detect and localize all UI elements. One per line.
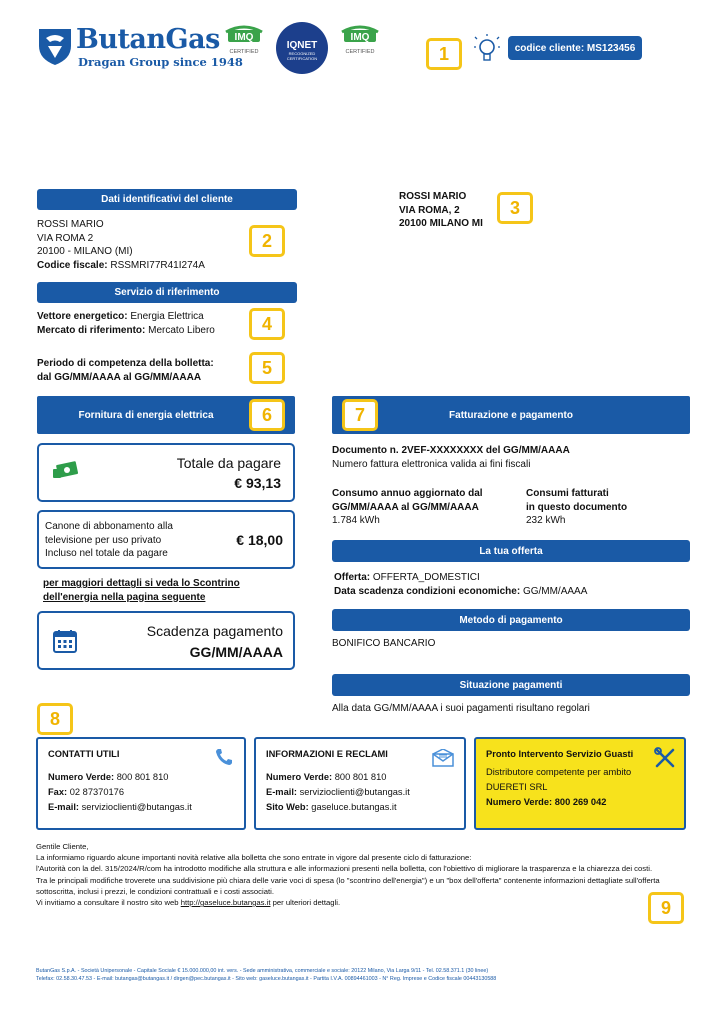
due-label: Scadenza pagamento: [146, 623, 283, 639]
email-label: E-mail:: [266, 787, 297, 797]
recipient-street: VIA ROMA, 2: [399, 204, 460, 216]
marker-3: 3: [497, 192, 533, 224]
info-complaints-card: [254, 737, 466, 830]
website-link[interactable]: http://gaseluce.butangas.it: [180, 898, 271, 908]
green-value: 800 801 810: [334, 772, 387, 782]
green-label: Numero Verde:: [48, 772, 115, 782]
annual-line-1: Consumo annuo aggiornato dal: [332, 488, 483, 499]
due-date-panel: [37, 611, 295, 670]
notice-line-3: l'Autorità con la del. 315/2024/R/com ha introdotto modifiche alla struttura e alle informazioni presenti nella bolletta, con l'obiettivo di migliorare la trasparenza e la chiarezza dei costi.: [36, 864, 653, 874]
tv-fee-line-1: Canone di abbonamento alla: [45, 521, 173, 532]
client-id-block: [37, 218, 267, 272]
period-line-1: Periodo di competenza della bolletta:: [37, 358, 214, 369]
fax-value: 02 87370176: [69, 787, 125, 797]
info-green-number: [266, 770, 454, 785]
distributor-label: Distributore competente per ambito: [486, 767, 632, 777]
emergency-service-card: [474, 737, 686, 830]
useful-fax: [48, 785, 234, 800]
calendar-icon: [53, 629, 77, 653]
details-line-1: per maggiori dettagli si veda lo Scontrino: [43, 578, 240, 589]
svg-text:IMQ: IMQ: [350, 32, 370, 43]
document-info: [332, 444, 570, 471]
payment-status-value: Alla data GG/MM/AAAA i suoi pagamenti risultano regolari: [332, 703, 590, 714]
vector-label: Vettore energetico:: [37, 311, 128, 322]
emergency-green-number: [486, 795, 674, 810]
market-value: Mercato Libero: [148, 324, 215, 336]
tv-fee-line-2: televisione per uso privato: [45, 534, 162, 546]
cert-label: CERTIFIED: [229, 49, 259, 55]
email-value: servizioclienti@butangas.it: [299, 787, 410, 797]
reference-market: [37, 324, 215, 338]
emergency-title: Pronto Intervento Servizio Guasti: [486, 749, 634, 759]
energy-vector: [37, 310, 215, 324]
total-panel: [37, 443, 295, 502]
notice-line-5: sottoscritta, inclusi i prezzi, le condizioni contrattuali e i costi associati.: [36, 886, 274, 896]
customer-notice: [36, 841, 696, 908]
tv-fee-text: [45, 520, 173, 561]
green-label: Numero Verde:: [486, 797, 553, 807]
payment-method-header: [332, 609, 690, 631]
marker-5: 5: [249, 352, 285, 384]
billing-period: [37, 357, 214, 384]
fiscal-value: RSSMRI77R41I274A: [110, 259, 205, 271]
client-fiscal-code: [37, 259, 267, 273]
cert-label: CERTIFIED: [345, 49, 375, 55]
marker-6: 6: [249, 399, 285, 431]
cert-logo-imq-2: [338, 22, 382, 74]
notice-line-2: La informiamo riguardo alcune importanti novità relative alla bolletta che sono entrate in vigore dal presente ciclo di fatturazione:: [36, 853, 472, 863]
notice-line-4: Tra le principali modifiche troverete una suddivisione più chiara delle varie voci di spesa (lo "scontrino dell'energia") e un "box dell'offerta" contenente informazioni dettagliate sull'offerta: [36, 875, 660, 885]
brand-logo: [36, 24, 243, 72]
service-block: [37, 310, 215, 337]
service-title: Servizio di riferimento: [114, 287, 220, 298]
green-value: 800 269 042: [554, 797, 607, 807]
client-street: VIA ROMA 2: [37, 232, 94, 244]
tools-icon: [654, 747, 676, 769]
expiry-label: Data scadenza condizioni economiche:: [334, 585, 521, 597]
cert-logo-imq-1: [222, 22, 266, 74]
email-value: servizioclienti@butangas.it: [81, 802, 192, 812]
brand-name: ButanGas: [76, 24, 220, 55]
email-label: E-mail:: [48, 802, 79, 812]
useful-contacts-title: CONTATTI UTILI: [48, 749, 120, 759]
recipient-city: 20100 MILANO MI: [399, 218, 483, 229]
expiry-value: GG/MM/AAAA: [522, 585, 588, 597]
service-header: [37, 282, 297, 303]
marker-9: 9: [648, 892, 684, 924]
notice-line-6: [36, 897, 696, 908]
client-id-title: Dati identificativi del cliente: [101, 194, 233, 205]
distributor-value: DUERETI SRL: [486, 782, 548, 792]
supply-title: Fornitura di energia elettrica: [78, 409, 214, 421]
offer-label: Offerta:: [334, 572, 371, 583]
lightbulb-icon: [474, 34, 500, 68]
offer-block: [334, 571, 587, 598]
offer-value: OFFERTA_DOMESTICI: [372, 572, 480, 583]
billing-title: Fatturazione e pagamento: [449, 409, 573, 421]
info-complaints-title: INFORMAZIONI E RECLAMI: [266, 749, 388, 759]
legal-footer: [36, 967, 696, 984]
marker-1: 1: [426, 38, 462, 70]
recipient-address: [399, 190, 483, 231]
client-code-badge: [508, 36, 642, 60]
document-note: Numero fattura elettronica valida ai fini fiscali: [332, 458, 531, 470]
green-value: 800 801 810: [116, 772, 169, 782]
info-email: [266, 785, 454, 800]
marker-7: 7: [342, 399, 378, 431]
marker-8: 8: [37, 703, 73, 735]
client-city: 20100 - MILANO (MI): [37, 246, 133, 257]
marker-4: 4: [249, 308, 285, 340]
total-value: € 93,13: [234, 475, 281, 491]
due-value: GG/MM/AAAA: [189, 644, 283, 660]
document-number: Documento n. 2VEF-XXXXXXXX del GG/MM/AAAA: [332, 445, 570, 456]
iqnet-sub: RECOGNIZED CERTIFICATION: [286, 51, 318, 61]
billing-header: [332, 396, 690, 434]
annual-consumption: [332, 487, 508, 528]
total-label: Totale da pagare: [176, 455, 281, 471]
fiscal-label: Codice fiscale:: [37, 259, 108, 271]
billed-line-2: in questo documento: [526, 501, 628, 513]
fax-label: Fax:: [48, 787, 68, 797]
notice-pre: Vi invitiamo a consultare il nostro sito web: [36, 898, 181, 908]
client-id-header: [37, 189, 297, 210]
money-icon: [53, 461, 79, 481]
recipient-name: ROSSI MARIO: [399, 191, 467, 202]
tv-fee-panel: [37, 510, 295, 569]
useful-contacts-card: [36, 737, 246, 830]
details-line-2: dell'energia nella pagina seguente: [43, 591, 206, 603]
payment-status-title: Situazione pagamenti: [459, 679, 563, 691]
payment-method-title: Metodo di pagamento: [459, 614, 563, 626]
mail-icon: [432, 749, 454, 767]
payment-method-value: BONIFICO BANCARIO: [332, 638, 436, 649]
market-label: Mercato di riferimento:: [37, 324, 146, 336]
info-website: [266, 800, 454, 815]
billed-value: 232 kWh: [526, 515, 566, 526]
client-name: ROSSI MARIO: [37, 219, 104, 230]
marker-2: 2: [249, 225, 285, 257]
useful-green-number: [48, 770, 234, 785]
billed-consumption: [526, 487, 627, 528]
tv-fee-line-3: Incluso nel totale da pagare: [45, 548, 168, 559]
svg-text:IMQ: IMQ: [234, 32, 254, 43]
offer-header: [332, 540, 690, 562]
cert-logo-iqnet: [276, 22, 328, 74]
offer-title: La tua offerta: [479, 545, 543, 557]
offer-line: [334, 571, 587, 585]
web-value: gaseluce.butangas.it: [311, 802, 397, 812]
green-label: Numero Verde:: [266, 772, 333, 782]
notice-post: per ulteriori dettagli.: [270, 898, 341, 908]
payment-status-header: [332, 674, 690, 696]
useful-email: [48, 800, 234, 815]
footer-line-2: Telefax: 02.58.30.47.53 - E-mail: butangas@butangas.it / dirgen@pec.butangas.it - Sito web: gaseluce.butangas.it - Partita I.V.A. 00894461003 - N° Reg. Imprese e Codice fiscale 00443130588: [36, 976, 497, 983]
notice-line-1: Gentile Cliente,: [36, 842, 89, 851]
billed-line-1: Consumi fatturati: [526, 488, 609, 499]
phone-icon: [214, 747, 234, 767]
web-label: Sito Web:: [266, 802, 309, 812]
dragon-shield-icon: [36, 26, 74, 66]
annual-line-2: GG/MM/AAAA al GG/MM/AAAA: [332, 501, 479, 513]
vector-value: Energia Elettrica: [130, 311, 204, 322]
client-code-text: codice cliente: MS123456: [514, 42, 636, 54]
details-link[interactable]: [43, 577, 240, 604]
expiry-line: [334, 585, 587, 599]
tv-fee-value: € 18,00: [236, 532, 283, 548]
annual-value: 1.784 kWh: [332, 515, 380, 526]
brand-tagline: Dragan Group since 1948: [78, 55, 243, 69]
iqnet-name: IQNET: [286, 40, 318, 51]
footer-line-1: ButanGas S.p.A. - Società Unipersonale - Capitale Sociale € 15.000.000,00 int. vers. - Sede amministrativa, commerciale e sociale: 20122 Milano, Via Larga 9/11 - Tel. 02.58.371.1 (30 linee): [36, 968, 489, 974]
period-line-2: dal GG/MM/AAAA al GG/MM/AAAA: [37, 371, 202, 383]
